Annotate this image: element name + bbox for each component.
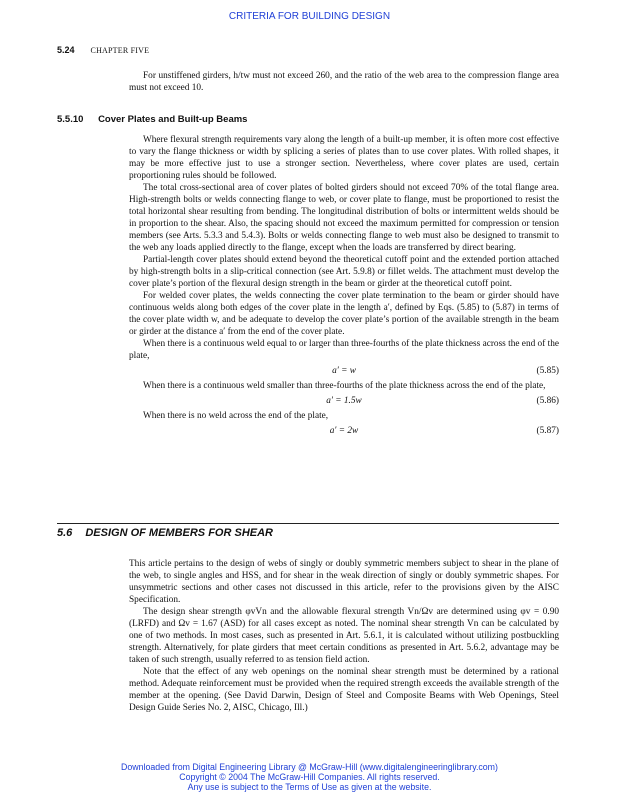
equation-5-85 bbox=[129, 362, 559, 380]
section-5-5-10-body bbox=[129, 134, 559, 440]
paragraph: This article pertains to the design of webs of singly or doubly symmetric members subject to shear in the plane of the web, to single angles and HSS, and for shear in the weak direction of singly or doubly symmetric shapes. For unsymmetric sections and other cases not discussed in this article, refer to the provisions given by the AISC Specification. bbox=[129, 559, 559, 605]
paragraph: The total cross-sectional area of cover plates of bolted girders should not exceed 70% of the total flange area. High-strength bolts or welds connecting flange to web, or cover plate to flange, must be proportioned to resist the total horizontal shear resulting from bending. The longitudinal distribution of bolts or intermittent welds should be in proportion to the shear. Also, the spacing should not exceed the maximum permitted for compression or tension members (see Arts. 5.3.3 and 5.4.3). Bolts or welds connecting flange to web must also be designed to transmit to the web any loads applied directly to the flange, except when the loads are transferred by direct bearing. bbox=[129, 183, 559, 253]
section-5-6-heading bbox=[57, 527, 273, 539]
equation-5-86 bbox=[129, 392, 559, 410]
equation-expression: a′ = w bbox=[332, 366, 356, 376]
equation-number: (5.85) bbox=[536, 366, 559, 376]
paragraph: Note that the effect of any web openings on the nominal shear strength must be determined by a rational method. Adequate reinforcement must be provided when the required strength exceeds the available strength of the member at the opening. (See David Darwin, Design of Steel and Composite Beams with Web Openings, Steel Design Guide Series No. 2, AISC, Chicago, Ill.) bbox=[129, 667, 559, 713]
paragraph: Partial-length cover plates should extend beyond the theoretical cutoff point and the extended portion attached by high-strength bolts in a slip-critical connection (see Art. 5.9.8) or fillet welds. The attachment must develop the cover plate’s portion of the flexural design strength in the beam or girder at the theoretical cutoff point. bbox=[129, 255, 559, 289]
section-title: Cover Plates and Built-up Beams bbox=[98, 114, 248, 125]
paragraph: When there is a continuous weld smaller than three-fourths of the plate thickness across the end of the plate, bbox=[143, 381, 546, 391]
page-banner: CRITERIA FOR BUILDING DESIGN bbox=[228, 11, 391, 22]
intro-block bbox=[129, 70, 559, 94]
paragraph: Where flexural strength requirements vary along the length of a built-up member, it is often more cost effective to vary the flange thickness or width by splicing a series of plates than to use cover plates. With rolled shapes, it may be more effective just to use a stronger section. Nevertheless, where cover plates are used, certain proportioning rules should be followed. bbox=[129, 135, 559, 181]
section-5-5-10-heading bbox=[57, 114, 247, 125]
footer-download-link[interactable]: Downloaded from Digital Engineering Library @ McGraw-Hill (www.digitalengineeringlibrary.com) bbox=[121, 762, 498, 772]
paragraph: When there is a continuous weld equal to or larger than three-fourths of the plate thickness across the end of the plate, bbox=[129, 339, 559, 361]
section-5-6-body bbox=[129, 558, 559, 714]
page-number: 5.24 bbox=[57, 45, 75, 55]
equation-number: (5.87) bbox=[536, 426, 559, 436]
equation-expression: a′ = 1.5w bbox=[326, 396, 362, 406]
chapter-label: CHAPTER FIVE bbox=[90, 46, 150, 55]
section-title: DESIGN OF MEMBERS FOR SHEAR bbox=[85, 527, 273, 539]
equation-expression: a′ = 2w bbox=[329, 426, 359, 436]
equation-number: (5.86) bbox=[536, 396, 559, 406]
footer-copyright: Copyright © 2004 The McGraw-Hill Companies. All rights reserved. bbox=[179, 772, 440, 782]
footer-terms-link[interactable]: Any use is subject to the Terms of Use as given at the website. bbox=[187, 782, 432, 792]
running-head bbox=[57, 45, 149, 55]
section-number: 5.5.10 bbox=[57, 114, 84, 125]
section-number: 5.6 bbox=[57, 527, 73, 539]
equation-5-87 bbox=[129, 422, 559, 440]
intro-paragraph: For unstiffened girders, h/tw must not exceed 260, and the ratio of the web area to the compression flange area must not exceed 10. bbox=[129, 71, 559, 93]
paragraph: When there is no weld across the end of the plate, bbox=[143, 411, 329, 421]
paragraph: The design shear strength φvVn and the allowable flexural strength Vn/Ωv are determined using φv = 0.90 (LRFD) and Ωv = 1.67 (ASD) for all cases except as noted. The nominal shear strength Vn can be calculated by one of two methods. In most cases, such as presented in Art. 5.6.1, it is calculated without utilizing postbuckling strength. Alternatively, for plate girders that meet certain conditions as presented in Art. 5.6.2, advantage may be taken of such strength, usually referred to as tension field action. bbox=[129, 607, 559, 665]
paragraph: For welded cover plates, the welds connecting the cover plate termination to the beam or girder should have continuous welds along both edges of the cover plate in the length a′, defined by Eqs. (5.85) to (5.87) in terms of the cover plate width w, and be adequate to develop the cover plate’s portion of the available strength in the beam or girder at the distance a′ from the end of the cover plate. bbox=[129, 291, 559, 337]
section-divider bbox=[57, 523, 559, 524]
page-footer bbox=[0, 762, 619, 792]
